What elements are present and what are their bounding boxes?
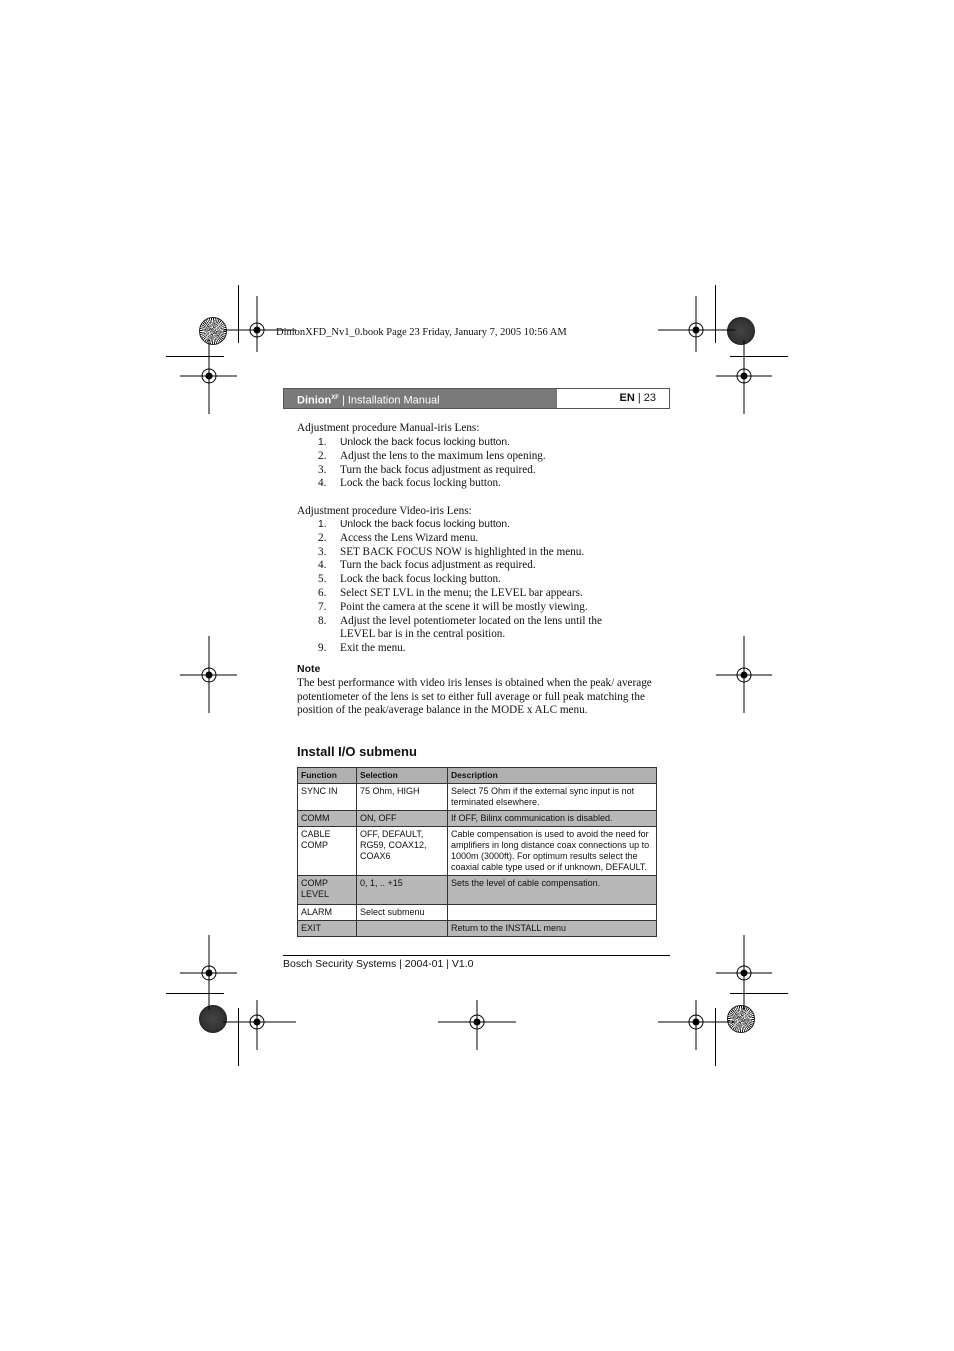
column-header: Selection <box>357 768 448 784</box>
table-row <box>298 784 657 811</box>
column-header: Description <box>448 768 657 784</box>
list-item <box>318 518 658 532</box>
manual-title: Installation Manual <box>347 394 440 407</box>
step-text: Lock the back focus locking button. <box>340 573 501 586</box>
table-row <box>298 905 657 921</box>
table-cell: EXIT <box>298 921 357 937</box>
crop-mark-line <box>730 356 788 357</box>
step-number: 1. <box>318 519 327 530</box>
header-separator: | <box>338 394 348 407</box>
install-io-table <box>297 767 657 937</box>
table-row <box>298 811 657 827</box>
step-text: Turn the back focus adjustment as required. <box>340 559 536 572</box>
table-cell: Select 75 Ohm if the external sync input is not terminated elsewhere. <box>448 784 657 811</box>
table-cell: CABLE COMP <box>298 827 357 876</box>
step-text: Unlock the back focus locking button. <box>340 437 510 448</box>
crosshair-icon <box>716 340 772 414</box>
step-number: 8. <box>318 614 327 627</box>
table-cell: OFF, DEFAULT, RG59, COAX12, COAX6 <box>357 827 448 876</box>
step-text: Point the camera at the scene it will be mostly viewing. <box>340 600 588 613</box>
table-cell: ALARM <box>298 905 357 921</box>
crosshair-icon <box>180 636 237 713</box>
list-item <box>318 464 658 478</box>
crop-mark-line <box>166 356 224 357</box>
manual-iris-intro: Adjustment procedure Manual-iris Lens: <box>297 422 480 434</box>
step-text: Lock the back focus locking button. <box>340 477 501 490</box>
table-cell: Return to the INSTALL menu <box>448 921 657 937</box>
list-item <box>318 642 658 656</box>
note-text: The best performance with video iris lenses is obtained when the peak/ average potentiometer of the lens is set to either full average or full peak matching the position of the peak/average balance in the MODE x ALC menu. <box>297 677 652 717</box>
table-cell: Sets the level of cable compensation. <box>448 876 657 905</box>
crop-mark-line <box>715 1008 716 1066</box>
table-cell: Select submenu <box>357 905 448 921</box>
table-cell <box>448 905 657 921</box>
video-iris-intro: Adjustment procedure Video-iris Lens: <box>297 505 472 517</box>
crop-mark-line <box>715 285 716 343</box>
list-item <box>318 587 658 601</box>
step-number: 4. <box>318 477 327 490</box>
list-item <box>318 477 658 491</box>
crosshair-icon <box>716 636 772 713</box>
note-title: Note <box>297 663 321 675</box>
crosshair-icon <box>223 296 296 352</box>
step-text: Turn the back focus adjustment as required. <box>340 463 536 476</box>
video-iris-steps <box>318 518 658 656</box>
crop-mark-line <box>238 285 239 343</box>
step-text: SET BACK FOCUS NOW is highlighted in the menu. <box>340 545 585 558</box>
table-cell: 75 Ohm, HIGH <box>357 784 448 811</box>
step-text: Access the Lens Wizard menu. <box>340 531 479 544</box>
crosshair-icon <box>223 1000 296 1050</box>
crop-mark-line <box>166 993 224 994</box>
step-number: 3. <box>318 463 327 476</box>
step-number: 7. <box>318 600 327 613</box>
table-cell <box>357 921 448 937</box>
step-text: Unlock the back focus locking button. <box>340 519 510 530</box>
brand-superscript: XF <box>331 395 339 401</box>
column-header: Function <box>298 768 357 784</box>
section-title: Install I/O submenu <box>297 744 417 759</box>
crop-mark-line <box>238 1008 239 1066</box>
table-cell: SYNC IN <box>298 784 357 811</box>
table-cell: COMP LEVEL <box>298 876 357 905</box>
step-text: Adjust the level potentiometer located on the lens until the LEVEL bar is in the central position. <box>340 614 602 641</box>
step-number: 2. <box>318 449 327 462</box>
header-page-info: EN | 23 <box>557 389 669 408</box>
crosshair-icon <box>716 935 772 1010</box>
step-number: 1. <box>318 437 327 448</box>
footer-rule <box>283 955 670 956</box>
step-text: Adjust the lens to the maximum lens opening. <box>340 449 546 462</box>
step-number: 6. <box>318 586 327 599</box>
registration-disc-icon <box>727 1005 755 1033</box>
table-cell: ON, OFF <box>357 811 448 827</box>
step-number: 2. <box>318 531 327 544</box>
table-row <box>298 827 657 876</box>
table-cell: COMM <box>298 811 357 827</box>
crosshair-icon <box>180 935 237 1010</box>
table-cell: 0, 1, .. +15 <box>357 876 448 905</box>
list-item <box>318 546 658 560</box>
header-title <box>284 389 557 408</box>
registration-disc-icon <box>199 1005 227 1033</box>
step-text: Select SET LVL in the menu; the LEVEL bar appears. <box>340 586 583 599</box>
crosshair-icon <box>438 1000 516 1050</box>
step-number: 5. <box>318 573 327 586</box>
list-item <box>318 532 658 546</box>
list-item <box>318 436 658 450</box>
table-row <box>298 921 657 937</box>
brand-name: Dinion <box>297 394 332 407</box>
page-footer: Bosch Security Systems | 2004-01 | V1.0 <box>283 958 474 970</box>
registration-disc-icon <box>199 317 227 345</box>
step-number: 4. <box>318 559 327 572</box>
table-header-row <box>298 768 657 784</box>
crop-mark-line <box>730 993 788 994</box>
list-item <box>318 450 658 464</box>
language-code: EN <box>619 392 635 404</box>
crosshair-icon <box>658 1000 735 1050</box>
print-header: DinionXFD_Nv1_0.book Page 23 Friday, January 7, 2005 10:56 AM <box>276 327 567 338</box>
table-cell: Cable compensation is used to avoid the need for amplifiers in long distance coax connections up to 1000m (3000ft). For optimum results select the coaxial cable type used or if unknown, DEFAULT. <box>448 827 657 876</box>
registration-disc-icon <box>727 317 755 345</box>
list-item <box>318 573 658 587</box>
page-header-bar <box>283 388 670 409</box>
table-row <box>298 876 657 905</box>
crosshair-icon <box>658 296 735 352</box>
step-number: 9. <box>318 642 327 655</box>
step-number: 3. <box>318 545 327 558</box>
list-item <box>318 601 658 615</box>
page-number: 23 <box>643 392 656 404</box>
step-text: Exit the menu. <box>340 642 406 655</box>
table-cell: If OFF, Bilinx communication is disabled. <box>448 811 657 827</box>
manual-iris-steps <box>318 436 658 491</box>
crosshair-icon <box>180 340 237 414</box>
list-item <box>318 615 658 643</box>
list-item <box>318 559 658 573</box>
